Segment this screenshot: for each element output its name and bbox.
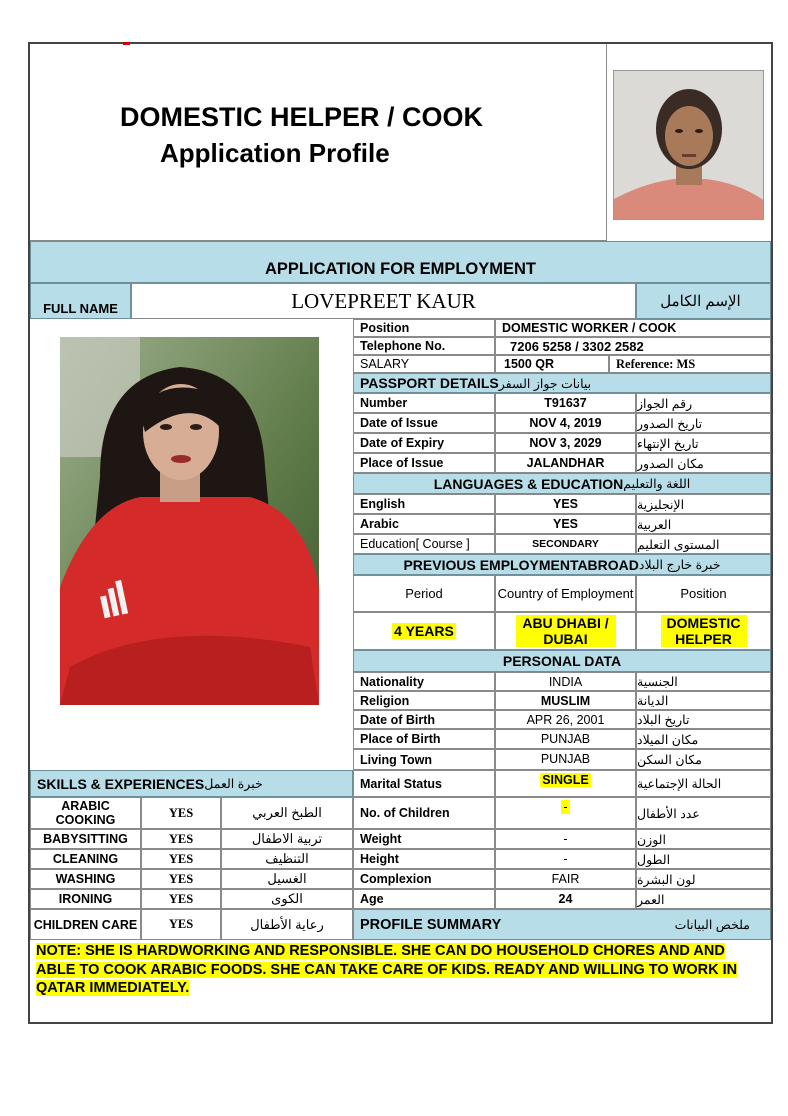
passport-row-value: NOV 4, 2019 [495, 413, 636, 433]
personal-row-label: Place of Birth [353, 729, 495, 749]
salary-value: 1500 QR [495, 355, 609, 373]
personal-row-value-cell [495, 889, 636, 909]
personal-row-value: PUNJAB [540, 752, 591, 766]
summary-note-block [36, 942, 766, 998]
applicant-portrait-icon [60, 337, 319, 705]
language-row-arabic: المستوى التعليم [636, 534, 771, 554]
personal-row-label: Marital Status [353, 770, 495, 797]
personal-row-label: No. of Children [353, 797, 495, 829]
personal-row-value: - [563, 800, 568, 814]
language-row-arabic: الإنجليزية [636, 494, 771, 514]
personal-row-value-cell [495, 797, 636, 829]
skill-row-label: BABYSITTING [30, 829, 141, 849]
skill-row-arabic: الطبخ العربي [221, 797, 353, 829]
passport-row-label: Date of Issue [353, 413, 495, 433]
reference-value: Reference: MS [609, 355, 771, 373]
personal-row-value-cell [495, 710, 636, 729]
employment-head-position: Position [636, 575, 771, 612]
passport-row-label: Number [353, 393, 495, 413]
skill-row-arabic: الكوى [221, 889, 353, 909]
personal-row-arabic: تاريخ البلاد [636, 710, 771, 729]
passport-title-arabic: بيانات جواز السفر [498, 376, 592, 391]
employment-banner: APPLICATION FOR EMPLOYMENT [30, 241, 771, 283]
personal-row-value: FAIR [551, 872, 580, 886]
personal-row-arabic: مكان السكن [636, 749, 771, 770]
skill-row-value: YES [141, 909, 221, 940]
telephone-value: 7206 5258 / 3302 2582 [495, 337, 771, 355]
personal-row-value: - [563, 832, 568, 846]
employment-period: 4 YEARS [394, 623, 454, 639]
skill-row-value: YES [141, 797, 221, 829]
employment-title: PREVIOUS EMPLOYMENTABROAD [403, 556, 639, 573]
language-row-label: Education[ Course ] [353, 534, 495, 554]
language-row-label: English [353, 494, 495, 514]
skill-row-label: CLEANING [30, 849, 141, 869]
passport-row-arabic: تاريخ الإنتهاء [636, 433, 771, 453]
employment-section-header [353, 554, 771, 575]
position-label: Position [353, 319, 495, 337]
personal-row-arabic: الجنسية [636, 672, 771, 691]
personal-row-value-cell [495, 729, 636, 749]
language-row-value: SECONDARY [495, 534, 636, 554]
applicant-photo [60, 337, 319, 705]
summary-section-header [353, 909, 771, 940]
passport-row-arabic: تاريخ الصدور [636, 413, 771, 433]
personal-row-label: Living Town [353, 749, 495, 770]
passport-row-label: Date of Expiry [353, 433, 495, 453]
personal-row-arabic: العمر [636, 889, 771, 909]
personal-row-label: Height [353, 849, 495, 869]
skill-row-value: YES [141, 829, 221, 849]
employment-country: ABU DHABI / DUBAI [516, 615, 616, 647]
personal-row-value: - [563, 852, 568, 866]
skill-row-label: CHILDREN CARE [30, 909, 141, 940]
passport-row-value: T91637 [495, 393, 636, 413]
full-name-arabic: الإسم الكامل [636, 283, 771, 319]
personal-row-arabic: الوزن [636, 829, 771, 849]
personal-row-arabic: الطول [636, 849, 771, 869]
personal-row-label: Complexion [353, 869, 495, 889]
personal-row-label: Age [353, 889, 495, 909]
skill-row-value: YES [141, 869, 221, 889]
personal-row-value-cell [495, 691, 636, 710]
personal-row-label: Religion [353, 691, 495, 710]
skill-row-arabic: الغسيل [221, 869, 353, 889]
personal-row-arabic: لون البشرة [636, 869, 771, 889]
personal-row-value: MUSLIM [540, 694, 591, 708]
personal-row-value-cell [495, 849, 636, 869]
employment-period-cell [353, 612, 495, 650]
telephone-label: Telephone No. [353, 337, 495, 355]
personal-row-label: Weight [353, 829, 495, 849]
passport-row-arabic: رقم الجواز [636, 393, 771, 413]
summary-title-arabic: ملخص البيانات [674, 918, 750, 932]
skills-title-arabic: خبرة العمل [204, 777, 263, 791]
employment-country-cell [495, 612, 636, 650]
skills-section-header [30, 770, 353, 797]
employment-head-period: Period [353, 575, 495, 612]
personal-row-arabic: الحالة الإجتماعية [636, 770, 771, 797]
personal-row-value-cell [495, 869, 636, 889]
passport-row-value: JALANDHAR [495, 453, 636, 473]
languages-section-header [353, 473, 771, 494]
skill-row-arabic: التنظيف [221, 849, 353, 869]
personal-row-value-cell [495, 672, 636, 691]
position-value: DOMESTIC WORKER / COOK [495, 319, 771, 337]
personal-row-arabic: الديانة [636, 691, 771, 710]
personal-row-value-cell [495, 770, 636, 797]
skills-title: SKILLS & EXPERIENCES [37, 775, 205, 792]
passport-row-value: NOV 3, 2029 [495, 433, 636, 453]
skill-row-label: ARABIC COOKING [30, 797, 141, 829]
language-row-label: Arabic [353, 514, 495, 534]
passport-section-header [353, 373, 771, 393]
languages-title: LANGUAGES & EDUCATION [433, 475, 624, 492]
languages-title-arabic: اللغة والتعليم [623, 477, 691, 491]
passport-portrait-icon [614, 71, 764, 220]
skill-row-arabic: رعاية الأطفال [221, 909, 353, 940]
personal-row-label: Date of Birth [353, 710, 495, 729]
language-row-value: YES [495, 514, 636, 534]
personal-row-value: 24 [558, 892, 573, 906]
personal-row-value: SINGLE [542, 773, 589, 787]
full-name-value: LOVEPREET KAUR [131, 283, 636, 319]
passport-row-arabic: مكان الصدور [636, 453, 771, 473]
personal-row-arabic: عدد الأطفال [636, 797, 771, 829]
full-name-label: FULL NAME [30, 283, 131, 319]
skill-row-label: WASHING [30, 869, 141, 889]
personal-row-value: PUNJAB [540, 732, 591, 746]
skill-row-value: YES [141, 849, 221, 869]
language-row-value: YES [495, 494, 636, 514]
personal-section-header: PERSONAL DATA [353, 650, 771, 672]
skill-row-value: YES [141, 889, 221, 909]
employment-head-country: Country of Employment [495, 575, 636, 612]
language-row-arabic: العربية [636, 514, 771, 534]
passport-title: PASSPORT DETAILS [360, 375, 499, 391]
skill-row-arabic: تربية الاطفال [221, 829, 353, 849]
summary-note: NOTE: SHE IS HARDWORKING AND RESPONSIBLE. SHE CAN DO HOUSEHOLD CHORES AND AND ABLE TO COOK ARABIC FOODS. SHE CAN TAKE CARE OF KIDS. READY AND WILLING TO WORK IN QATAR IMMEDIATELY. [36, 943, 738, 996]
personal-row-label: Nationality [353, 672, 495, 691]
personal-row-arabic: مكان الميلاد [636, 729, 771, 749]
personal-row-value: APR 26, 2001 [526, 713, 605, 727]
employment-title-arabic: خبرة خارج البلاد [638, 558, 721, 572]
employment-position-cell [636, 612, 771, 650]
personal-row-value-cell [495, 749, 636, 770]
page-subtitle: Application Profile [160, 138, 390, 168]
passport-photo [613, 70, 764, 220]
summary-title: PROFILE SUMMARY [360, 916, 502, 933]
salary-label: SALARY [353, 355, 495, 373]
employment-position: DOMESTIC HELPER [661, 615, 747, 647]
personal-row-value-cell [495, 829, 636, 849]
skill-row-label: IRONING [30, 889, 141, 909]
page-title: DOMESTIC HELPER / COOK [120, 102, 484, 132]
passport-row-label: Place of Issue [353, 453, 495, 473]
personal-row-value: INDIA [548, 675, 583, 689]
